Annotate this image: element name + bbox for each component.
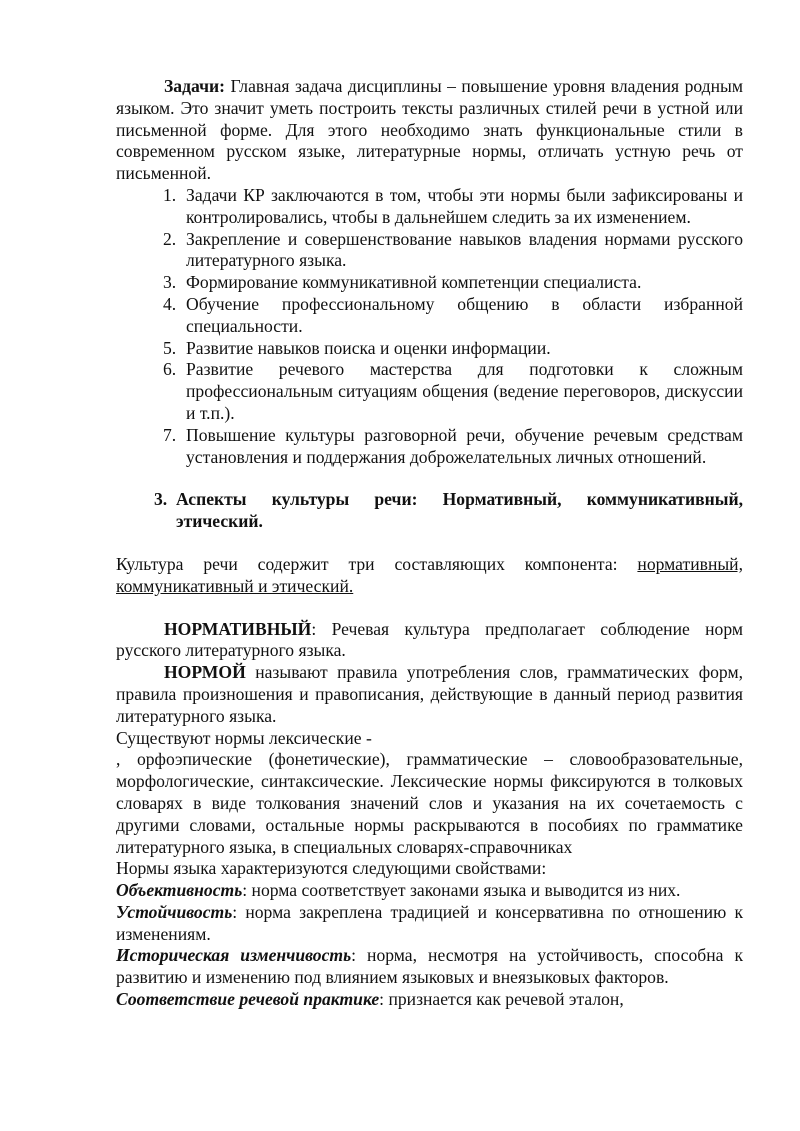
- list-item: [163, 184, 743, 229]
- tasks-list: [116, 185, 743, 468]
- list-item-text: Обучение профессиональному общению в области избранной специальности.: [186, 293, 743, 336]
- property-item: [116, 880, 743, 902]
- property-item: [116, 945, 743, 989]
- norm-lead: НОРМОЙ: [164, 662, 246, 683]
- norm-paragraph: [116, 662, 743, 727]
- list-item-number: 2.: [163, 228, 177, 249]
- list-item: [163, 293, 743, 338]
- property-text: : признается как речевой эталон,: [379, 989, 624, 1010]
- property-text: : норма закреплена традицией и консервативна по отношению к изменениям.: [116, 901, 743, 944]
- property-term: Устойчивость: [116, 901, 233, 922]
- tasks-paragraph: [116, 76, 743, 185]
- list-item-number: 1.: [163, 184, 177, 205]
- list-item-number: 5.: [163, 337, 177, 358]
- list-item-number: 7.: [163, 424, 177, 445]
- list-item-text: Развитие навыков поиска и оценки информации.: [186, 337, 551, 358]
- components-paragraph: [116, 554, 743, 598]
- list-item: [163, 359, 743, 424]
- list-item: [163, 228, 743, 273]
- list-item-number: 3.: [163, 272, 177, 293]
- list-item: [163, 424, 743, 469]
- spacer: [116, 533, 743, 554]
- tasks-lead: Задачи:: [164, 76, 225, 96]
- norm-text: называют правила употребления слов, грамматических форм, правила произношения и правописания, действующие в данный период развития литературного языка.: [116, 662, 743, 726]
- list-item: [163, 337, 743, 360]
- list-item-text: Развитие речевого мастерства для подготовки к сложным профессиональным ситуациям общения (ведение переговоров, дискуссии и т.п.).: [186, 359, 743, 423]
- list-item-text: Закрепление и совершенствование навыков владения нормами русского литературного языка.: [186, 228, 743, 271]
- list-item-number: 6.: [163, 359, 177, 380]
- tasks-intro: Главная задача дисциплины – повышение уровня владения родным языком. Это значит уметь построить тексты различных стилей речи в устной или письменной форме. Для этого необходимо знать функциональные стили в современном русском языке, литературные нормы, отличать устную речь от письменной.: [116, 76, 743, 184]
- components-text: Культура речи содержит три составляющих компонента:: [116, 553, 638, 574]
- components-underlined: нормативный, коммуникативный и этический.: [116, 553, 743, 596]
- normative-paragraph: [116, 619, 743, 663]
- list-item-text: Повышение культуры разговорной речи, обучение речевым средствам установления и поддержания доброжелательных личных отношений.: [186, 424, 743, 467]
- list-item: [163, 272, 743, 294]
- list-item-text: Задачи КР заключаются в том, чтобы эти нормы были зафиксированы и контролировались, чтобы в дальнейшем следить за их изменением.: [186, 184, 743, 227]
- property-text: : норма соответствует законами языка и выводится из них.: [242, 880, 681, 901]
- property-term: Историческая изменчивость: [116, 945, 352, 966]
- property-item: [116, 902, 743, 946]
- properties-intro: Нормы языка характеризуются следующими свойствами:: [116, 858, 547, 879]
- property-term: Соответствие речевой практике: [116, 989, 380, 1010]
- list-item-number: 4.: [163, 293, 177, 314]
- norm-types-continuation: , орфоэпические (фонетические), грамматические – словообразовательные, морфологические, синтаксические. Лексические нормы фиксируются в толковых словарях в виде толкования значений слов и указания на их сочетаемость с другими словами, остальные нормы раскрываются в пособиях по грамматике литературного языка, в специальных словарях-справочниках: [116, 749, 743, 857]
- list-item-text: Формирование коммуникативной компетенции специалиста.: [186, 272, 642, 293]
- section-number: 3.: [154, 489, 168, 510]
- section-heading: [116, 489, 743, 533]
- normative-lead: НОРМАТИВНЫЙ: [164, 618, 312, 639]
- section-title: Аспекты культуры речи: Нормативный, коммуникативный, этический.: [176, 489, 743, 532]
- property-text: : норма, несмотря на устойчивость, способна к развитию и изменению под влиянием языковых и внеязыковых факторов.: [116, 945, 743, 988]
- normative-text: : Речевая культура предполагает соблюдение норм русского литературного языка.: [116, 618, 743, 661]
- document-page: [116, 76, 743, 1011]
- property-item: [116, 989, 743, 1011]
- spacer: [116, 598, 743, 619]
- norm-types-line: Существуют нормы лексические -: [116, 727, 372, 748]
- property-term: Объективность: [116, 880, 243, 901]
